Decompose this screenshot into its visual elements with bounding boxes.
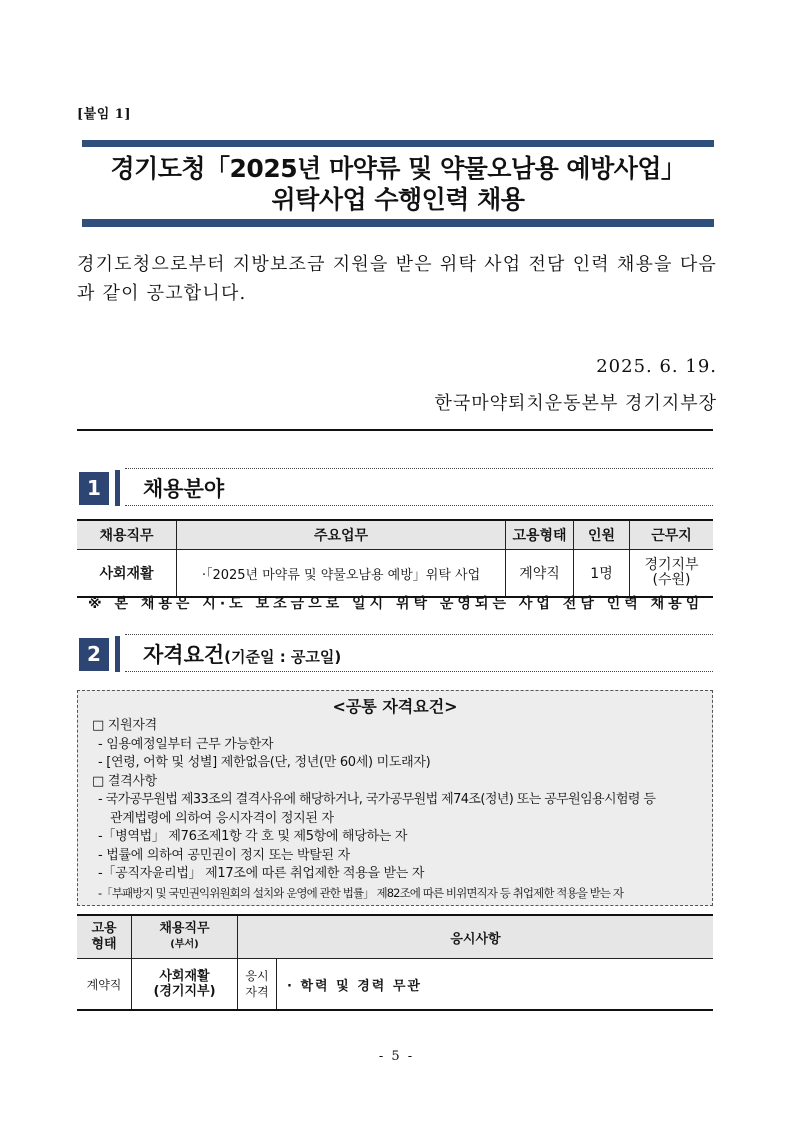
common-requirements-box	[77, 690, 713, 906]
title-box	[82, 140, 714, 227]
header-duty: 주요업무	[177, 520, 506, 550]
table-row	[77, 550, 713, 598]
cell-job: 사회재활	[77, 550, 177, 598]
table-row	[77, 959, 713, 1011]
title-line-2: 위탁사업 수행인력 채용	[271, 185, 525, 214]
header-employment: 고용형태	[506, 520, 574, 550]
requirement-line: - 법률에 의하여 공민권이 정지 또는 박탈된 자	[98, 847, 350, 863]
section-1-header	[77, 470, 713, 506]
table-header-row	[77, 520, 713, 550]
title-line-1: 경기도청「2025년 마약류 및 약물오남용 예방사업」	[110, 154, 686, 183]
requirement-line: -「병역법」 제76조제1항 각 호 및 제5항에 해당하는 자	[98, 829, 408, 844]
cell-job: 사회재활 (경기지부)	[132, 959, 238, 1011]
header-requirements: 응시사항	[238, 915, 714, 959]
section-title: 자격요건(기준일 : 공고일)	[143, 643, 342, 667]
notice-text: ※ 본 채용은 시·도 보조금으로 일시 위탁 운영되는 사업 전담 인력 채용임	[88, 596, 704, 612]
header-job: 채용직무	[77, 520, 177, 550]
divider	[77, 429, 713, 431]
requirements-table	[77, 914, 713, 1011]
requirement-line: -「공직자윤리법」 제17조에 따른 취업제한 적용을 받는 자	[98, 866, 425, 881]
page-title	[82, 147, 714, 219]
header-count: 인원	[574, 520, 630, 550]
organization-name: 한국마약퇴치운동본부 경기지부장	[434, 393, 717, 414]
section-title-note: (기준일 : 공고일)	[224, 648, 342, 666]
title-bar-bottom	[82, 219, 714, 227]
section-number: 2	[79, 638, 109, 671]
section-2-header	[77, 636, 713, 672]
cell-location: 경기지부 (수원)	[630, 550, 714, 598]
requirement-line: □ 결격사항	[92, 773, 157, 789]
announcement-date: 2025. 6. 19.	[596, 356, 717, 377]
header-location: 근무지	[630, 520, 714, 550]
title-bar-top	[82, 140, 714, 147]
header-job: 채용직무 (부서)	[132, 915, 238, 959]
cell-req-value: · 학력 및 경력 무관	[277, 959, 714, 1011]
section-title: 채용분야	[143, 477, 225, 501]
requirement-line: □ 지원자격	[92, 718, 157, 733]
requirement-line: 관계법령에 의하여 응시자격이 정지된 자	[110, 810, 334, 826]
requirement-line: - 국가공무원법 제33조의 결격사유에 해당하거나, 국가공무원법 제74조(정년) 또는 공무원임용시험령 등	[98, 792, 656, 807]
cell-employment: 계약직	[77, 959, 132, 1011]
requirements-title: <공통 자격요건>	[332, 697, 458, 716]
requirement-line: - [연령, 어학 및 성별] 제한없음(단, 정년(만 60세) 미도래자)	[98, 755, 431, 770]
requirement-line: -「부패방지 및 국민권익위원회의 설치와 운영에 관한 법률」 제82조에 따른 비위면직자 등 취업제한 적용을 받는 자	[98, 885, 624, 900]
cell-count: 1명	[574, 550, 630, 598]
page-number: - 5 -	[378, 1049, 415, 1064]
intro-text: 경기도청으로부터 지방보조금 지원을 받은 위탁 사업 전담 인력 채용을 다음과 같이 공고합니다.	[77, 254, 717, 304]
recruitment-table	[77, 519, 713, 598]
cell-employment: 계약직	[506, 550, 574, 598]
header-employment: 고용 형태	[77, 915, 132, 959]
requirement-line: - 임용예정일부터 근무 가능한자	[98, 736, 274, 752]
table-header-row	[77, 915, 713, 959]
attachment-label: [붙임 1]	[77, 107, 131, 122]
cell-duty: ·「2025년 마약류 및 약물오남용 예방」위탁 사업	[177, 550, 506, 598]
section-number: 1	[79, 472, 109, 505]
cell-req-label: 응시 자격	[238, 959, 277, 1011]
